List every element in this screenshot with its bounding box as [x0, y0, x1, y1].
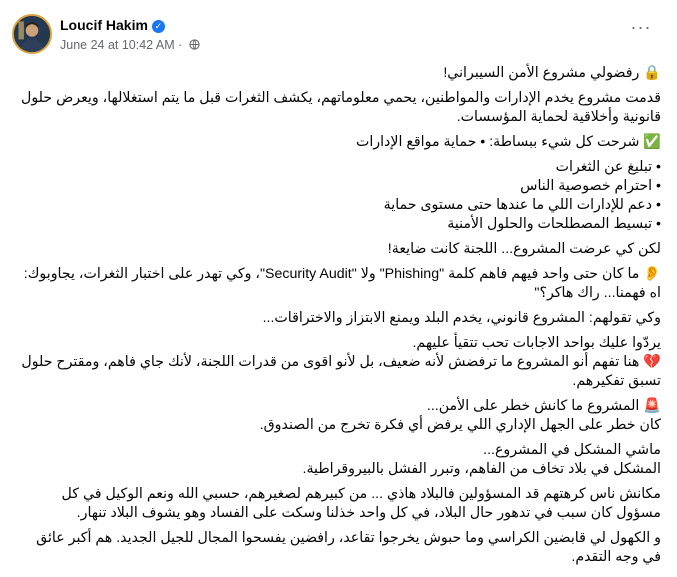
hacker-quote: اه فهمنا... راك هاكر؟" — [534, 285, 661, 301]
post-header — [12, 14, 665, 56]
verified-badge-icon: ✓ — [152, 20, 165, 33]
lock-icon: 🔒 — [643, 65, 661, 81]
paragraph-problem — [16, 441, 661, 479]
avatar[interactable] — [12, 14, 52, 54]
problem-text: ماشي المشكل في المشروع... — [483, 442, 661, 458]
author-name-text[interactable]: Loucif Hakim — [60, 17, 148, 33]
explained-text: شرحت كل شيء ببساطة: • حماية مواقع الإدارات — [355, 134, 640, 150]
title-text: رفضولي مشروع الأمن السيبراني! — [443, 65, 640, 81]
phishing-text: ما كان حتى واحد فيهم فاهم كلمة "Phishing" ولا "Security Audit"، وكي تهدر على اختبار الثغرات، يجاوبوك: — [23, 266, 640, 282]
paragraph-legal: وكي تقولهم: المشروع قانوني، يخدم البلد ويمنع الابتزاز والاختراقات... — [262, 310, 661, 326]
check-icon: ✅ — [643, 134, 661, 150]
paragraph-committee: لكن كي عرضت المشروع... اللجنة كانت ضايعة! — [387, 241, 661, 257]
paragraph-phishing — [16, 265, 661, 303]
understanding-text: هنا تفهم أنو المشروع ما ترفضش لأنه ضعيف، بل لأنو اقوى من قدرات اللجنة، لأنك جاي فاهم، ومقترح حلول تسبق تفكيرهم. — [21, 354, 661, 389]
timestamp[interactable]: June 24 at 10:42 AM — [60, 38, 175, 52]
avatar-image — [14, 16, 50, 52]
more-options-button[interactable]: ··· — [630, 17, 652, 37]
list-item: • تبليغ عن الثغرات — [555, 159, 661, 175]
ear-icon: 👂 — [643, 266, 661, 282]
post-body — [16, 64, 661, 573]
danger-text: المشروع ما كانش خطر على الأمن... — [426, 398, 640, 414]
paragraph-elders: و الكهول لي قابضين الكراسي وما حبوش يخرجوا تقاعد، رافضين يفسحوا المجال للجيل الجديد. هم أكبر عائق في وجه التقدم. — [36, 530, 661, 565]
globe-icon[interactable] — [189, 39, 200, 50]
list-item: • دعم للإدارات اللي ما عندها حتى مستوى حماية — [383, 197, 661, 213]
list-item: • احترام خصوصية الناس — [520, 178, 661, 194]
meta-separator: · — [178, 38, 183, 52]
siren-icon: 🚨 — [643, 398, 661, 414]
paragraph-explained — [16, 133, 661, 152]
post-meta — [60, 38, 200, 52]
broken-heart-icon: 💔 — [643, 354, 661, 370]
response-text: يردّوا عليك بواحد الاجابات تحب تتقيأ عليهم. — [412, 335, 661, 351]
author-name[interactable] — [60, 17, 165, 33]
features-list — [16, 158, 661, 234]
ignorance-text: كان خطر على الجهل الإداري اللي يرفض أي فكرة تخرج من الصندوق. — [259, 417, 661, 433]
paragraph-response — [16, 334, 661, 391]
paragraph-intro: قدمت مشروع يخدم الإدارات والمواطنين، يحمي معلوماتهم، يكشف الثغرات قبل ما يتم استغلالها، ويعرض حلول قانونية وأخلاقية لحماية المؤسسات. — [21, 90, 661, 125]
bureaucracy-text: المشكل في بلاد تخاف من الفاهم، وتبرر الفشل بالبيروقراطية. — [302, 461, 661, 477]
paragraph-danger — [16, 397, 661, 435]
paragraph-officials: مكانش ناس كرهتهم قد المسؤولين فالبلاد هاذي ... من كبيرهم لصغيرهم، حسبي الله ونعم الوكيل في كل مسؤول كان سبب في تدهور حال البلاد، في كل واحد خذلنا وسكت على الفساد وهو يشوف البلاد تنهار. — [61, 486, 661, 521]
paragraph-title — [16, 64, 661, 83]
list-item: • تبسيط المصطلحات والحلول الأمنية — [447, 216, 661, 232]
